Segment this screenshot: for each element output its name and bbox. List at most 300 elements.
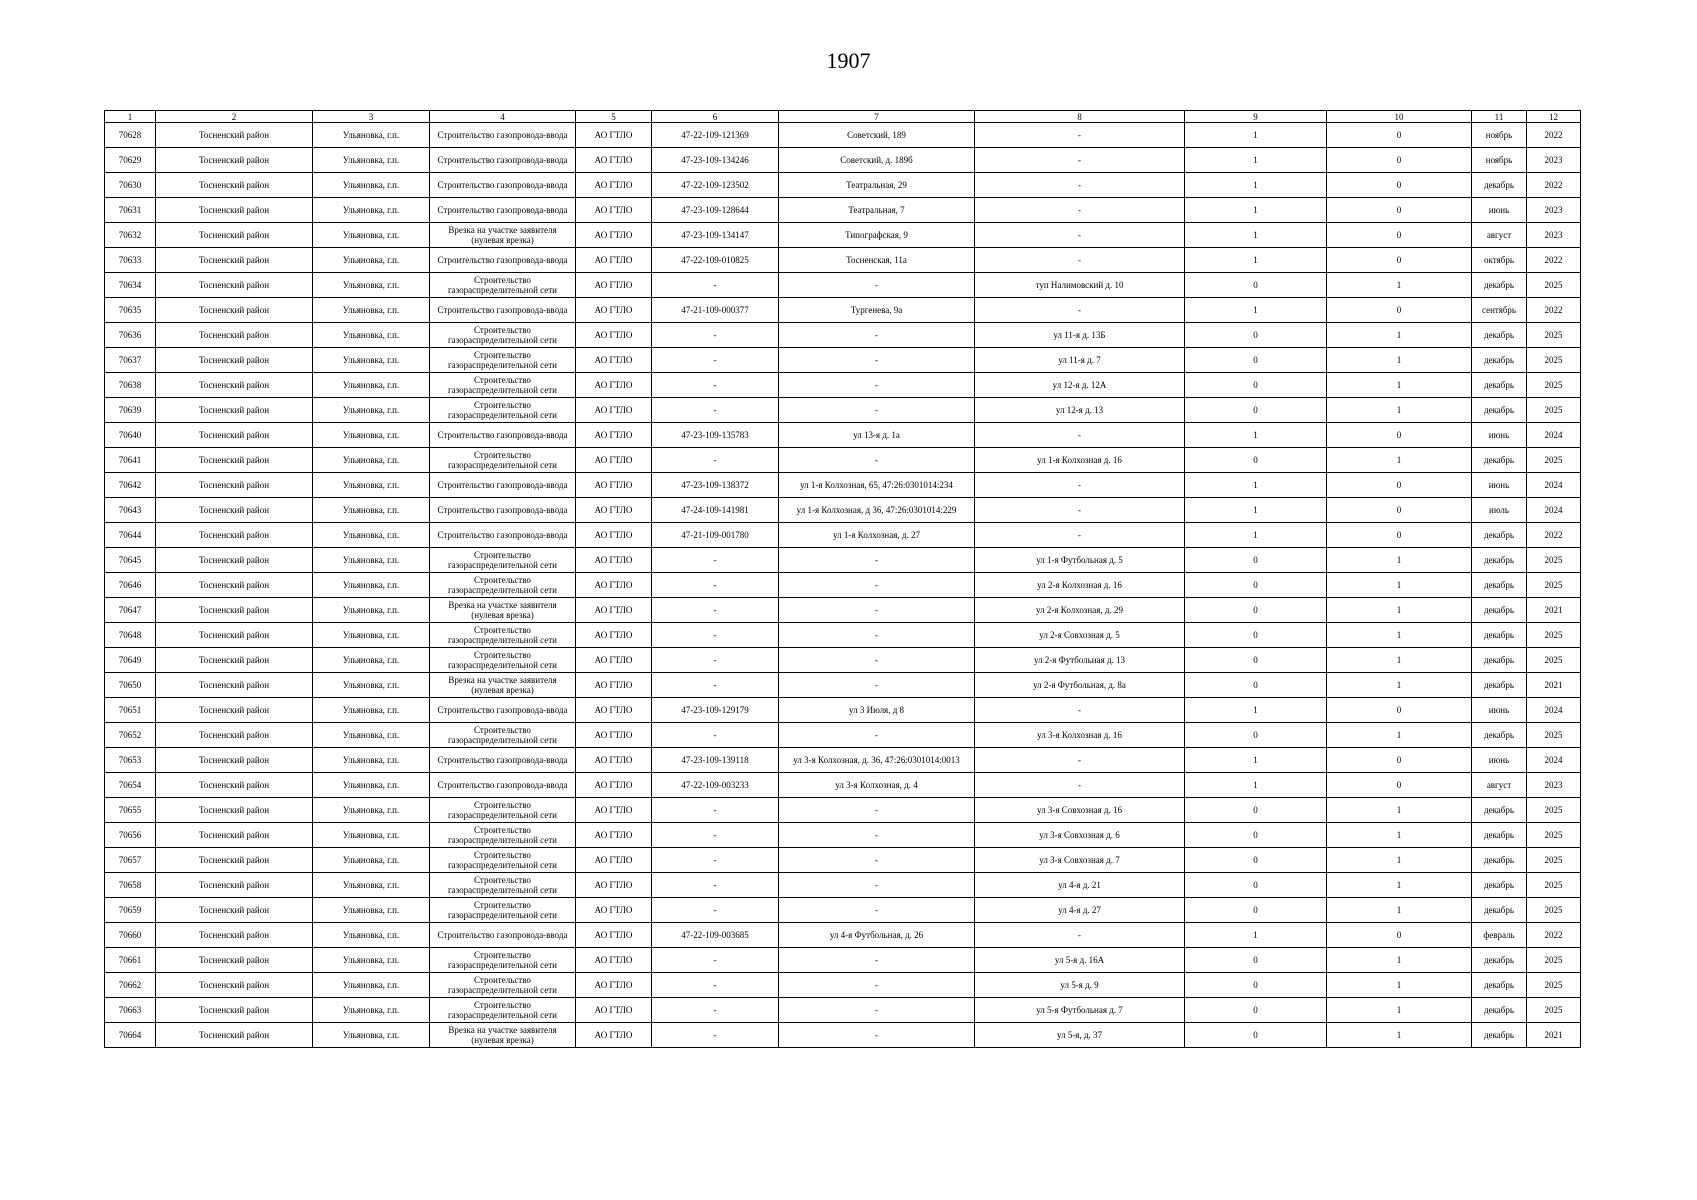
organization-cell: АО ГТЛО xyxy=(576,198,652,223)
year-cell: 2023 xyxy=(1527,223,1581,248)
address-cell: - xyxy=(779,1023,975,1048)
month-cell: декабрь xyxy=(1472,848,1527,873)
settlement-cell: Ульяновка, г.п. xyxy=(313,923,430,948)
count-a-cell: 0 xyxy=(1185,898,1327,923)
record-id-cell: 70635 xyxy=(105,298,156,323)
work-type-cell: Строительство газораспределительной сети xyxy=(430,623,576,648)
settlement-cell: Ульяновка, г.п. xyxy=(313,398,430,423)
year-cell: 2025 xyxy=(1527,573,1581,598)
organization-cell: АО ГТЛО xyxy=(576,573,652,598)
work-type-cell: Строительство газораспределительной сети xyxy=(430,823,576,848)
table-row xyxy=(105,798,1581,823)
year-cell: 2023 xyxy=(1527,773,1581,798)
organization-cell: АО ГТЛО xyxy=(576,423,652,448)
column-header: 5 xyxy=(576,111,652,123)
month-cell: декабрь xyxy=(1472,873,1527,898)
address-cell: Советский, д. 189б xyxy=(779,148,975,173)
count-a-cell: 1 xyxy=(1185,498,1327,523)
year-cell: 2025 xyxy=(1527,798,1581,823)
year-cell: 2022 xyxy=(1527,523,1581,548)
district-cell: Тосненский район xyxy=(156,498,313,523)
application-number-cell: 47-21-109-000377 xyxy=(652,298,779,323)
address-cell: ул 1-я Колхозная, 65, 47:26:0301014:234 xyxy=(779,473,975,498)
count-a-cell: 1 xyxy=(1185,698,1327,723)
district-cell: Тосненский район xyxy=(156,748,313,773)
district-cell: Тосненский район xyxy=(156,623,313,648)
application-number-cell: - xyxy=(652,1023,779,1048)
table-row xyxy=(105,173,1581,198)
table-row xyxy=(105,823,1581,848)
work-type-cell: Врезка на участке заявителя (нулевая врезка) xyxy=(430,1023,576,1048)
count-b-cell: 0 xyxy=(1327,298,1472,323)
year-cell: 2022 xyxy=(1527,173,1581,198)
organization-cell: АО ГТЛО xyxy=(576,373,652,398)
count-a-cell: 1 xyxy=(1185,748,1327,773)
settlement-cell: Ульяновка, г.п. xyxy=(313,123,430,148)
record-id-cell: 70649 xyxy=(105,648,156,673)
address-cell: - xyxy=(779,448,975,473)
year-cell: 2025 xyxy=(1527,998,1581,1023)
settlement-cell: Ульяновка, г.п. xyxy=(313,673,430,698)
address-cell: ул 3-я Колхозная, д. 4 xyxy=(779,773,975,798)
address-cell: Театральная, 7 xyxy=(779,198,975,223)
record-id-cell: 70630 xyxy=(105,173,156,198)
organization-cell: АО ГТЛО xyxy=(576,298,652,323)
application-number-cell: - xyxy=(652,723,779,748)
address-cell: - xyxy=(779,323,975,348)
month-cell: июнь xyxy=(1472,748,1527,773)
district-cell: Тосненский район xyxy=(156,123,313,148)
work-type-cell: Строительство газопровода-ввода xyxy=(430,148,576,173)
count-b-cell: 0 xyxy=(1327,123,1472,148)
count-b-cell: 1 xyxy=(1327,398,1472,423)
month-cell: октябрь xyxy=(1472,248,1527,273)
table-row xyxy=(105,1023,1581,1048)
table-row xyxy=(105,898,1581,923)
application-number-cell: - xyxy=(652,798,779,823)
object-address-cell: ул 12-я д. 13 xyxy=(975,398,1185,423)
organization-cell: АО ГТЛО xyxy=(576,323,652,348)
settlement-cell: Ульяновка, г.п. xyxy=(313,148,430,173)
organization-cell: АО ГТЛО xyxy=(576,523,652,548)
settlement-cell: Ульяновка, г.п. xyxy=(313,723,430,748)
settlement-cell: Ульяновка, г.п. xyxy=(313,498,430,523)
object-address-cell: ул 5-я д. 9 xyxy=(975,973,1185,998)
work-type-cell: Строительство газопровода-ввода xyxy=(430,123,576,148)
district-cell: Тосненский район xyxy=(156,148,313,173)
object-address-cell: - xyxy=(975,773,1185,798)
month-cell: август xyxy=(1472,773,1527,798)
table-row xyxy=(105,148,1581,173)
table-row xyxy=(105,873,1581,898)
table-row xyxy=(105,923,1581,948)
district-cell: Тосненский район xyxy=(156,798,313,823)
district-cell: Тосненский район xyxy=(156,673,313,698)
organization-cell: АО ГТЛО xyxy=(576,748,652,773)
month-cell: ноябрь xyxy=(1472,123,1527,148)
table-row xyxy=(105,373,1581,398)
district-cell: Тосненский район xyxy=(156,298,313,323)
application-number-cell: - xyxy=(652,823,779,848)
year-cell: 2025 xyxy=(1527,398,1581,423)
address-cell: ул 3-я Колхозная, д. 36, 47:26:0301014:0013 xyxy=(779,748,975,773)
work-type-cell: Строительство газораспределительной сети xyxy=(430,398,576,423)
application-number-cell: - xyxy=(652,273,779,298)
address-cell: - xyxy=(779,898,975,923)
settlement-cell: Ульяновка, г.п. xyxy=(313,448,430,473)
count-a-cell: 1 xyxy=(1185,523,1327,548)
record-id-cell: 70644 xyxy=(105,523,156,548)
settlement-cell: Ульяновка, г.п. xyxy=(313,598,430,623)
object-address-cell: - xyxy=(975,248,1185,273)
district-cell: Тосненский район xyxy=(156,648,313,673)
district-cell: Тосненский район xyxy=(156,423,313,448)
object-address-cell: туп Налимовский д. 10 xyxy=(975,273,1185,298)
address-cell: Советский, 189 xyxy=(779,123,975,148)
work-type-cell: Строительство газопровода-ввода xyxy=(430,198,576,223)
column-header: 8 xyxy=(975,111,1185,123)
address-cell: ул 1-я Колхозная, д. 27 xyxy=(779,523,975,548)
application-number-cell: - xyxy=(652,323,779,348)
application-number-cell: - xyxy=(652,598,779,623)
organization-cell: АО ГТЛО xyxy=(576,548,652,573)
district-cell: Тосненский район xyxy=(156,173,313,198)
record-id-cell: 70650 xyxy=(105,673,156,698)
application-number-cell: 47-24-109-141981 xyxy=(652,498,779,523)
work-type-cell: Врезка на участке заявителя (нулевая врезка) xyxy=(430,223,576,248)
record-id-cell: 70639 xyxy=(105,398,156,423)
table-row xyxy=(105,748,1581,773)
count-a-cell: 0 xyxy=(1185,648,1327,673)
column-header: 9 xyxy=(1185,111,1327,123)
address-cell: - xyxy=(779,723,975,748)
work-type-cell: Строительство газопровода-ввода xyxy=(430,923,576,948)
table-row xyxy=(105,198,1581,223)
year-cell: 2024 xyxy=(1527,748,1581,773)
work-type-cell: Строительство газораспределительной сети xyxy=(430,373,576,398)
month-cell: декабрь xyxy=(1472,898,1527,923)
table-row xyxy=(105,673,1581,698)
object-address-cell: ул 12-я д. 12А xyxy=(975,373,1185,398)
count-b-cell: 1 xyxy=(1327,448,1472,473)
table-row xyxy=(105,123,1581,148)
count-a-cell: 1 xyxy=(1185,923,1327,948)
table-row xyxy=(105,248,1581,273)
count-a-cell: 0 xyxy=(1185,448,1327,473)
count-b-cell: 1 xyxy=(1327,798,1472,823)
address-cell: - xyxy=(779,598,975,623)
district-cell: Тосненский район xyxy=(156,898,313,923)
district-cell: Тосненский район xyxy=(156,598,313,623)
count-b-cell: 0 xyxy=(1327,198,1472,223)
table-row xyxy=(105,498,1581,523)
record-id-cell: 70632 xyxy=(105,223,156,248)
count-a-cell: 1 xyxy=(1185,198,1327,223)
month-cell: декабрь xyxy=(1472,798,1527,823)
application-number-cell: 47-23-109-134246 xyxy=(652,148,779,173)
object-address-cell: - xyxy=(975,698,1185,723)
object-address-cell: - xyxy=(975,473,1185,498)
table-row xyxy=(105,848,1581,873)
count-a-cell: 1 xyxy=(1185,298,1327,323)
object-address-cell: ул 5-я Футбольная д. 7 xyxy=(975,998,1185,1023)
work-type-cell: Строительство газопровода-ввода xyxy=(430,248,576,273)
table-body xyxy=(105,123,1581,1048)
count-b-cell: 1 xyxy=(1327,273,1472,298)
count-a-cell: 0 xyxy=(1185,273,1327,298)
settlement-cell: Ульяновка, г.п. xyxy=(313,698,430,723)
month-cell: июнь xyxy=(1472,698,1527,723)
application-number-cell: 47-21-109-001780 xyxy=(652,523,779,548)
table-row xyxy=(105,523,1581,548)
organization-cell: АО ГТЛО xyxy=(576,473,652,498)
address-cell: Типографская, 9 xyxy=(779,223,975,248)
count-a-cell: 0 xyxy=(1185,348,1327,373)
count-b-cell: 0 xyxy=(1327,473,1472,498)
organization-cell: АО ГТЛО xyxy=(576,798,652,823)
register-table xyxy=(104,110,1581,1048)
settlement-cell: Ульяновка, г.п. xyxy=(313,998,430,1023)
settlement-cell: Ульяновка, г.п. xyxy=(313,223,430,248)
count-a-cell: 0 xyxy=(1185,798,1327,823)
count-a-cell: 1 xyxy=(1185,173,1327,198)
month-cell: декабрь xyxy=(1472,448,1527,473)
object-address-cell: - xyxy=(975,173,1185,198)
district-cell: Тосненский район xyxy=(156,373,313,398)
year-cell: 2021 xyxy=(1527,1023,1581,1048)
count-b-cell: 1 xyxy=(1327,1023,1472,1048)
record-id-cell: 70658 xyxy=(105,873,156,898)
count-a-cell: 1 xyxy=(1185,248,1327,273)
column-header: 2 xyxy=(156,111,313,123)
district-cell: Тосненский район xyxy=(156,823,313,848)
table-row xyxy=(105,773,1581,798)
settlement-cell: Ульяновка, г.п. xyxy=(313,748,430,773)
object-address-cell: ул 5-я д. 16А xyxy=(975,948,1185,973)
object-address-cell: ул 4-я д. 21 xyxy=(975,873,1185,898)
application-number-cell: 47-23-109-129179 xyxy=(652,698,779,723)
count-a-cell: 0 xyxy=(1185,998,1327,1023)
address-cell: - xyxy=(779,373,975,398)
record-id-cell: 70640 xyxy=(105,423,156,448)
record-id-cell: 70653 xyxy=(105,748,156,773)
settlement-cell: Ульяновка, г.п. xyxy=(313,173,430,198)
district-cell: Тосненский район xyxy=(156,998,313,1023)
settlement-cell: Ульяновка, г.п. xyxy=(313,473,430,498)
application-number-cell: 47-22-109-121369 xyxy=(652,123,779,148)
year-cell: 2025 xyxy=(1527,273,1581,298)
object-address-cell: ул 11-я д. 13Б xyxy=(975,323,1185,348)
settlement-cell: Ульяновка, г.п. xyxy=(313,848,430,873)
settlement-cell: Ульяновка, г.п. xyxy=(313,1023,430,1048)
count-b-cell: 0 xyxy=(1327,173,1472,198)
application-number-cell: 47-23-109-134147 xyxy=(652,223,779,248)
record-id-cell: 70659 xyxy=(105,898,156,923)
record-id-cell: 70634 xyxy=(105,273,156,298)
work-type-cell: Строительство газораспределительной сети xyxy=(430,798,576,823)
table-row xyxy=(105,423,1581,448)
work-type-cell: Строительство газораспределительной сети xyxy=(430,323,576,348)
year-cell: 2021 xyxy=(1527,598,1581,623)
object-address-cell: ул 1-я Футбольная д. 5 xyxy=(975,548,1185,573)
district-cell: Тосненский район xyxy=(156,273,313,298)
table-row xyxy=(105,973,1581,998)
month-cell: сентябрь xyxy=(1472,298,1527,323)
month-cell: декабрь xyxy=(1472,973,1527,998)
address-cell: ул 1-я Колхозная, д 36, 47:26:0301014:229 xyxy=(779,498,975,523)
district-cell: Тосненский район xyxy=(156,973,313,998)
application-number-cell: - xyxy=(652,848,779,873)
month-cell: декабрь xyxy=(1472,673,1527,698)
work-type-cell: Строительство газопровода-ввода xyxy=(430,523,576,548)
address-cell: - xyxy=(779,623,975,648)
year-cell: 2025 xyxy=(1527,823,1581,848)
month-cell: декабрь xyxy=(1472,273,1527,298)
organization-cell: АО ГТЛО xyxy=(576,273,652,298)
organization-cell: АО ГТЛО xyxy=(576,398,652,423)
record-id-cell: 70664 xyxy=(105,1023,156,1048)
application-number-cell: 47-22-109-123502 xyxy=(652,173,779,198)
record-id-cell: 70628 xyxy=(105,123,156,148)
count-a-cell: 0 xyxy=(1185,373,1327,398)
count-a-cell: 0 xyxy=(1185,573,1327,598)
count-a-cell: 0 xyxy=(1185,873,1327,898)
column-header: 7 xyxy=(779,111,975,123)
object-address-cell: - xyxy=(975,423,1185,448)
object-address-cell: ул 2-я Футбольная д. 13 xyxy=(975,648,1185,673)
object-address-cell: - xyxy=(975,223,1185,248)
object-address-cell: ул 2-я Колхозная, д. 29 xyxy=(975,598,1185,623)
organization-cell: АО ГТЛО xyxy=(576,848,652,873)
count-b-cell: 0 xyxy=(1327,148,1472,173)
month-cell: декабрь xyxy=(1472,648,1527,673)
year-cell: 2025 xyxy=(1527,323,1581,348)
work-type-cell: Строительство газораспределительной сети xyxy=(430,448,576,473)
settlement-cell: Ульяновка, г.п. xyxy=(313,973,430,998)
work-type-cell: Врезка на участке заявителя (нулевая врезка) xyxy=(430,673,576,698)
count-a-cell: 1 xyxy=(1185,123,1327,148)
year-cell: 2021 xyxy=(1527,673,1581,698)
object-address-cell: ул 3-я Совхозная д. 7 xyxy=(975,848,1185,873)
settlement-cell: Ульяновка, г.п. xyxy=(313,773,430,798)
table-row xyxy=(105,223,1581,248)
work-type-cell: Строительство газопровода-ввода xyxy=(430,498,576,523)
district-cell: Тосненский район xyxy=(156,198,313,223)
district-cell: Тосненский район xyxy=(156,398,313,423)
object-address-cell: - xyxy=(975,523,1185,548)
year-cell: 2024 xyxy=(1527,698,1581,723)
application-number-cell: - xyxy=(652,398,779,423)
settlement-cell: Ульяновка, г.п. xyxy=(313,298,430,323)
work-type-cell: Строительство газораспределительной сети xyxy=(430,273,576,298)
count-b-cell: 1 xyxy=(1327,998,1472,1023)
settlement-cell: Ульяновка, г.п. xyxy=(313,623,430,648)
count-a-cell: 0 xyxy=(1185,973,1327,998)
year-cell: 2025 xyxy=(1527,973,1581,998)
count-b-cell: 1 xyxy=(1327,648,1472,673)
application-number-cell: - xyxy=(652,948,779,973)
month-cell: декабрь xyxy=(1472,1023,1527,1048)
record-id-cell: 70633 xyxy=(105,248,156,273)
count-b-cell: 1 xyxy=(1327,598,1472,623)
year-cell: 2025 xyxy=(1527,348,1581,373)
count-b-cell: 1 xyxy=(1327,948,1472,973)
year-cell: 2025 xyxy=(1527,373,1581,398)
month-cell: ноябрь xyxy=(1472,148,1527,173)
count-b-cell: 1 xyxy=(1327,973,1472,998)
address-cell: ул 3 Июля, д 8 xyxy=(779,698,975,723)
settlement-cell: Ульяновка, г.п. xyxy=(313,798,430,823)
work-type-cell: Строительство газораспределительной сети xyxy=(430,573,576,598)
object-address-cell: ул 2-я Совхозная д. 5 xyxy=(975,623,1185,648)
month-cell: февраль xyxy=(1472,923,1527,948)
record-id-cell: 70643 xyxy=(105,498,156,523)
district-cell: Тосненский район xyxy=(156,773,313,798)
year-cell: 2024 xyxy=(1527,473,1581,498)
application-number-cell: - xyxy=(652,548,779,573)
district-cell: Тосненский район xyxy=(156,248,313,273)
organization-cell: АО ГТЛО xyxy=(576,498,652,523)
organization-cell: АО ГТЛО xyxy=(576,773,652,798)
address-cell: - xyxy=(779,648,975,673)
record-id-cell: 70629 xyxy=(105,148,156,173)
count-b-cell: 1 xyxy=(1327,898,1472,923)
year-cell: 2025 xyxy=(1527,448,1581,473)
table-row xyxy=(105,598,1581,623)
organization-cell: АО ГТЛО xyxy=(576,248,652,273)
settlement-cell: Ульяновка, г.п. xyxy=(313,198,430,223)
table-row xyxy=(105,348,1581,373)
object-address-cell: ул 2-я Колхозная д. 16 xyxy=(975,573,1185,598)
organization-cell: АО ГТЛО xyxy=(576,723,652,748)
table-row xyxy=(105,698,1581,723)
year-cell: 2022 xyxy=(1527,923,1581,948)
count-a-cell: 1 xyxy=(1185,148,1327,173)
month-cell: декабрь xyxy=(1472,573,1527,598)
column-header: 11 xyxy=(1472,111,1527,123)
year-cell: 2024 xyxy=(1527,423,1581,448)
count-b-cell: 0 xyxy=(1327,748,1472,773)
table-row xyxy=(105,948,1581,973)
district-cell: Тосненский район xyxy=(156,473,313,498)
district-cell: Тосненский район xyxy=(156,323,313,348)
count-b-cell: 1 xyxy=(1327,873,1472,898)
work-type-cell: Строительство газораспределительной сети xyxy=(430,898,576,923)
month-cell: июнь xyxy=(1472,423,1527,448)
application-number-cell: 47-23-109-138372 xyxy=(652,473,779,498)
object-address-cell: ул 3-я Совхозная д. 6 xyxy=(975,823,1185,848)
address-cell: - xyxy=(779,573,975,598)
year-cell: 2022 xyxy=(1527,248,1581,273)
organization-cell: АО ГТЛО xyxy=(576,948,652,973)
work-type-cell: Строительство газораспределительной сети xyxy=(430,873,576,898)
column-header: 10 xyxy=(1327,111,1472,123)
application-number-cell: - xyxy=(652,573,779,598)
district-cell: Тосненский район xyxy=(156,523,313,548)
settlement-cell: Ульяновка, г.п. xyxy=(313,523,430,548)
district-cell: Тосненский район xyxy=(156,348,313,373)
address-cell: - xyxy=(779,948,975,973)
month-cell: август xyxy=(1472,223,1527,248)
settlement-cell: Ульяновка, г.п. xyxy=(313,273,430,298)
record-id-cell: 70656 xyxy=(105,823,156,848)
district-cell: Тосненский район xyxy=(156,1023,313,1048)
record-id-cell: 70641 xyxy=(105,448,156,473)
count-a-cell: 1 xyxy=(1185,423,1327,448)
district-cell: Тосненский район xyxy=(156,923,313,948)
district-cell: Тосненский район xyxy=(156,223,313,248)
address-cell: - xyxy=(779,548,975,573)
